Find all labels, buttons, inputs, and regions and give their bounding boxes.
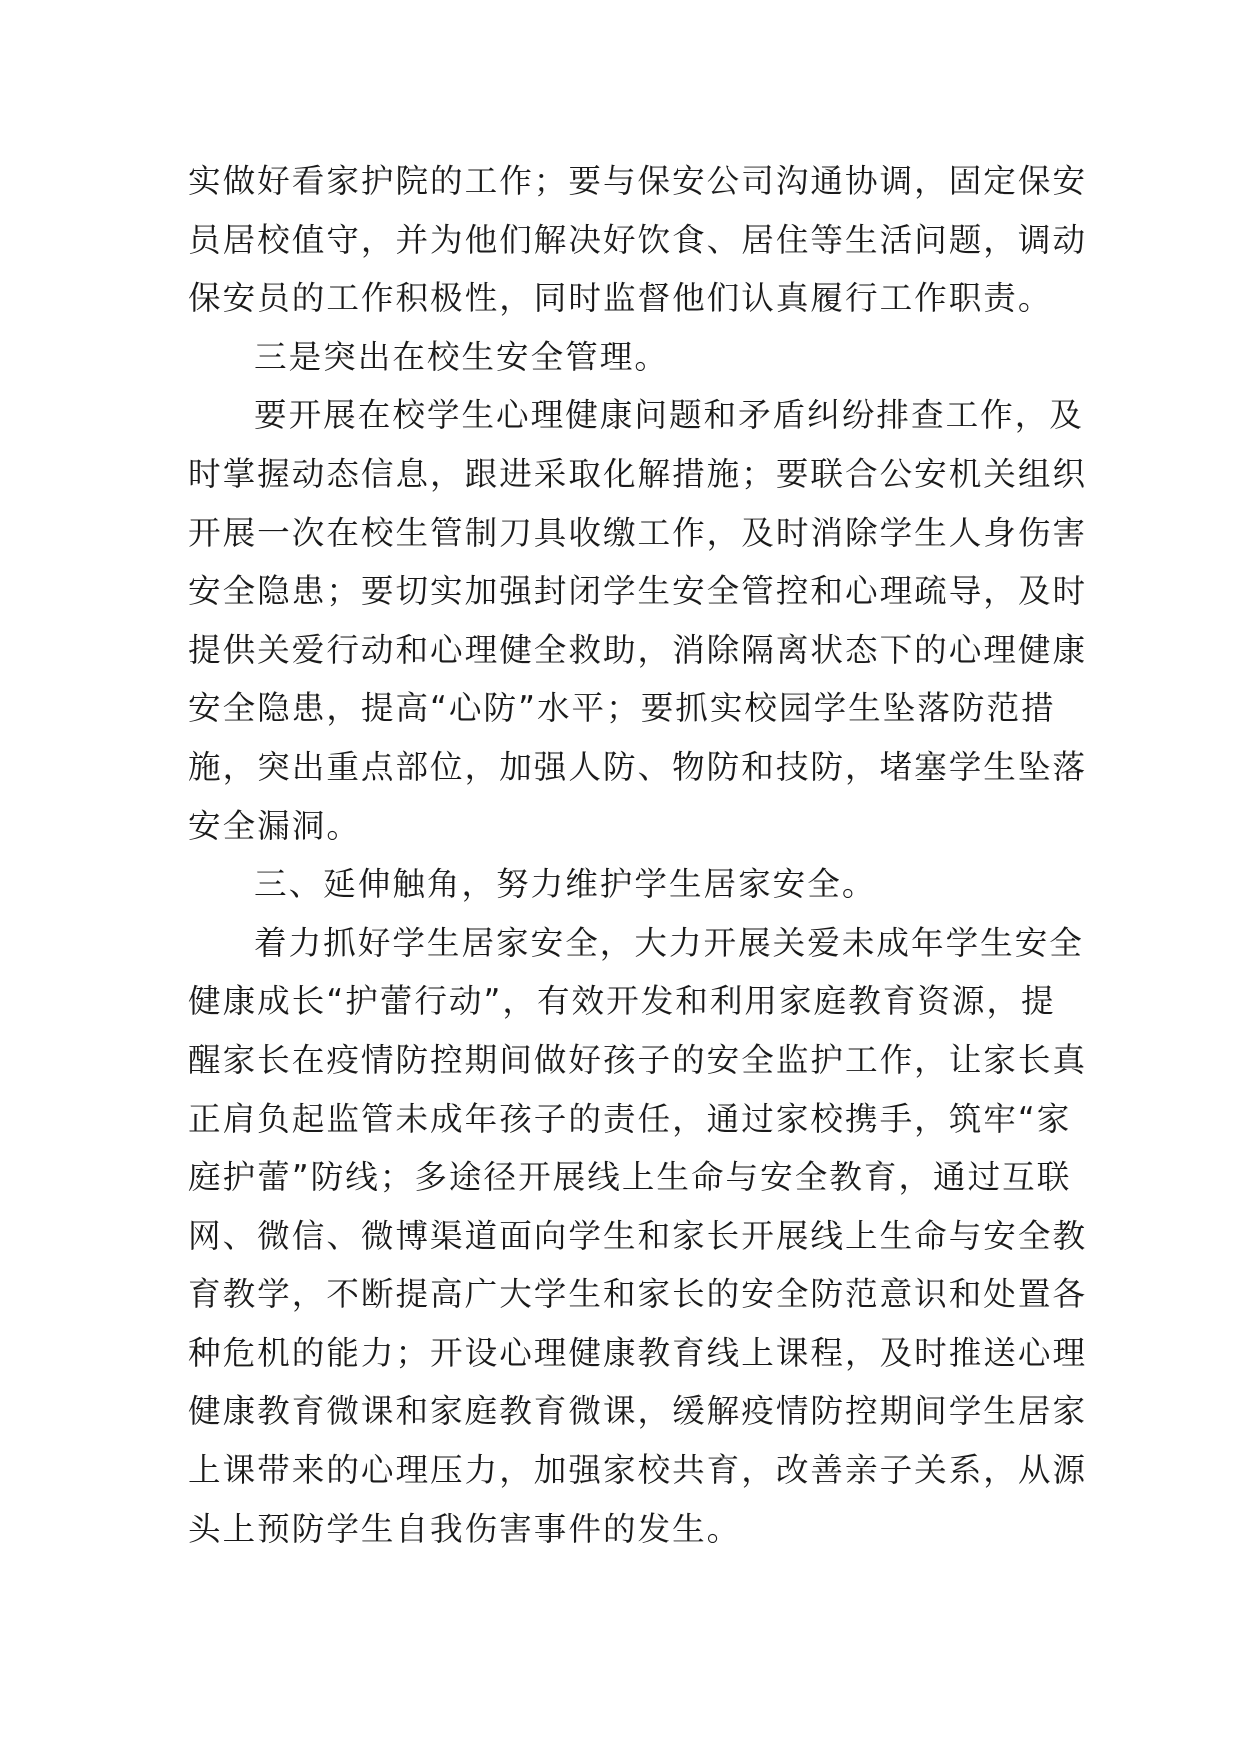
text-line: 醒家长在疫情防控期间做好孩子的安全监护工作，让家长真 bbox=[188, 1040, 1088, 1079]
text-line: 三是突出在校生安全管理。 bbox=[254, 337, 669, 376]
text-line: 健康成长“护蕾行动”，有效开发和利用家庭教育资源，提 bbox=[188, 982, 1056, 1021]
text-line: 着力抓好学生居家安全，大力开展关爱未成年学生安全 bbox=[254, 923, 1084, 962]
text-line: 健康教育微课和家庭教育微课，缓解疫情防控期间学生居家 bbox=[188, 1392, 1088, 1431]
text-line: 头上预防学生自我伤害事件的发生。 bbox=[188, 1509, 742, 1548]
text-line: 提供关爱行动和心理健全救助，消除隔离状态下的心理健康 bbox=[188, 630, 1088, 669]
text-line: 三、延伸触角，努力维护学生居家安全。 bbox=[254, 865, 877, 904]
text-line: 员居校值守，并为他们解决好饮食、居住等生活问题，调动 bbox=[188, 220, 1088, 259]
text-line: 时掌握动态信息，跟进采取化解措施；要联合公安机关组织 bbox=[188, 454, 1088, 493]
text-line: 育教学，不断提高广大学生和家长的安全防范意识和处置各 bbox=[188, 1275, 1088, 1314]
text-line: 正肩负起监管未成年孩子的责任，通过家校携手，筑牢“家 bbox=[188, 1099, 1072, 1138]
text-line: 网、微信、微博渠道面向学生和家长开展线上生命与安全教 bbox=[188, 1216, 1088, 1255]
text-line: 开展一次在校生管制刀具收缴工作，及时消除学生人身伤害 bbox=[188, 513, 1088, 552]
text-line: 庭护蕾”防线；多途径开展线上生命与安全教育，通过互联 bbox=[188, 1158, 1072, 1197]
text-line: 安全隐患；要切实加强封闭学生安全管控和心理疏导，及时 bbox=[188, 572, 1088, 611]
paragraph bbox=[188, 386, 1088, 855]
paragraph bbox=[188, 152, 1088, 328]
text-line: 上课带来的心理压力，加强家校共育，改善亲子关系，从源 bbox=[188, 1451, 1088, 1490]
text-line: 安全隐患，提高“心防”水平；要抓实校园学生坠落防范措 bbox=[188, 689, 1056, 728]
text-line: 保安员的工作积极性，同时监督他们认真履行工作职责。 bbox=[188, 279, 1053, 318]
text-line: 要开展在校学生心理健康问题和矛盾纠纷排查工作，及 bbox=[254, 396, 1084, 435]
document-body bbox=[188, 152, 1088, 1558]
text-line: 施，突出重点部位，加强人防、物防和技防，堵塞学生坠落 bbox=[188, 747, 1088, 786]
text-line: 安全漏洞。 bbox=[188, 806, 361, 845]
paragraph bbox=[188, 914, 1088, 1559]
section-heading bbox=[188, 855, 1052, 914]
text-line: 种危机的能力；开设心理健康教育线上课程，及时推送心理 bbox=[188, 1333, 1088, 1372]
section-heading bbox=[188, 328, 1052, 387]
text-line: 实做好看家护院的工作；要与保安公司沟通协调，固定保安 bbox=[188, 162, 1088, 200]
